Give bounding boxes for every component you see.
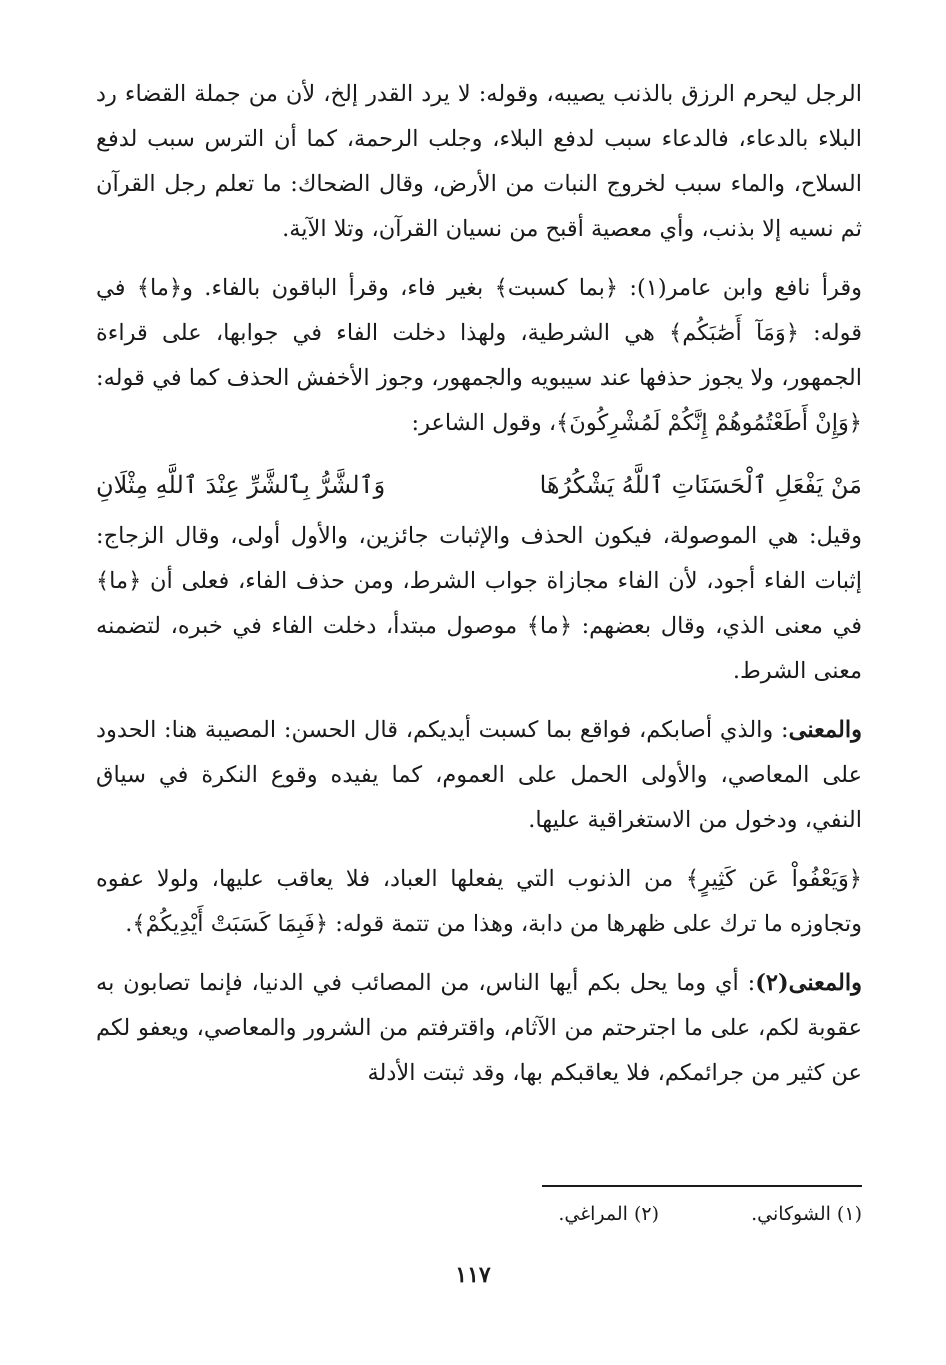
meaning-lead-2: والمعنى(٢) xyxy=(755,970,862,996)
meaning-paragraph-1 xyxy=(96,708,862,843)
verse-paragraph: ﴿وَيَعْفُواْ عَن كَثِيرٍ﴾ من الذنوب التي يفعلها العباد، فلا يعاقب عليها، ولولا عفوه وتجاوزه ما ترك على ظهرها من دابة، وهذا من تتمة قوله: ﴿فَبِمَا كَسَبَتْ أَيْدِيكُمْ﴾. xyxy=(96,866,862,937)
footnote-2: (٢) المراغي. xyxy=(558,1203,660,1225)
page-number: ١١٧ xyxy=(455,1262,491,1288)
meaning-lead-1: والمعنى xyxy=(788,717,862,743)
footnote-1: (١) الشوكاني. xyxy=(751,1203,862,1225)
footnotes xyxy=(262,1203,862,1225)
paragraph-2: وقرأ نافع وابن عامر(١): ﴿بما كسبت﴾ بغير فاء، وقرأ الباقون بالفاء. و﴿ما﴾ في قوله: ﴿وَمَآ أَصَٰبَكُم﴾ هي الشرطية، ولهذا دخلت الفاء في جوابها، على قراءة الجمهور، ولا يجوز حذفها عند سيبويه والجمهور، وجوز الأخفش الحذف كما في قوله: ﴿وَإِنْ أَطَعْتُمُوهُمْ إِنَّكُمْ لَمُشْرِكُونَ﴾، وقول الشاعر: xyxy=(96,275,863,436)
paragraph-1: الرجل ليحرم الرزق بالذنب يصيبه، وقوله: لا يرد القدر إلخ، لأن من جملة القضاء رد البلاء بالدعاء، فالدعاء سبب لدفع البلاء، وجلب الرحمة، كما أن الترس سبب لدفع السلاح، والماء سبب لخروج النبات من الأرض، وقال الضحاك: ما تعلم رجل القرآن ثم نسيه إلا بذنب، وأي معصية أقبح من نسيان القرآن، وتلا الآية. xyxy=(96,81,862,242)
poem-hemistich-2: وَٱلشَّرُّ بِٱلشَّرِّ عِنْدَ ٱللَّهِ مِثْلَانِ xyxy=(96,471,386,499)
footnote-divider xyxy=(542,1185,862,1187)
meaning-paragraph-2 xyxy=(96,961,862,1096)
page-body xyxy=(96,72,862,1110)
poem-hemistich-1: مَنْ يَفْعَلِ ٱلْحَسَنَاتِ ٱللَّهُ يَشْكُرُهَا xyxy=(539,471,862,499)
meaning-text-2: : أي وما يحل بكم أيها الناس، من المصائب في الدنيا، فإنما تصابون به عقوبة لكم، على ما اجترحتم من الآثام، واقترفتم من الشرور والمعاصي، ويعفو لكم عن كثير من جرائمكم، فلا يعاقبكم بها، وقد ثبتت الأدلة xyxy=(96,970,862,1086)
poem-verse xyxy=(96,460,862,510)
meaning-text-1: : والذي أصابكم، فواقع بما كسبت أيديكم، قال الحسن: المصيبة هنا: الحدود على المعاصي، والأولى الحمل على العموم، كما يفيده وقوع النكرة في سياق النفي، ودخول من الاستغراقية عليها. xyxy=(96,717,862,833)
paragraph-3: وقيل: هي الموصولة، فيكون الحذف والإثبات جائزين، والأول أولى، وقال الزجاج: إثبات الفاء أجود، لأن الفاء مجازاة جواب الشرط، ومن حذف الفاء، فعلى أن ﴿ما﴾ في معنى الذي، وقال بعضهم: ﴿ما﴾ موصول مبتدأ، دخلت الفاء في خبره، لتضمنه معنى الشرط. xyxy=(96,523,862,684)
